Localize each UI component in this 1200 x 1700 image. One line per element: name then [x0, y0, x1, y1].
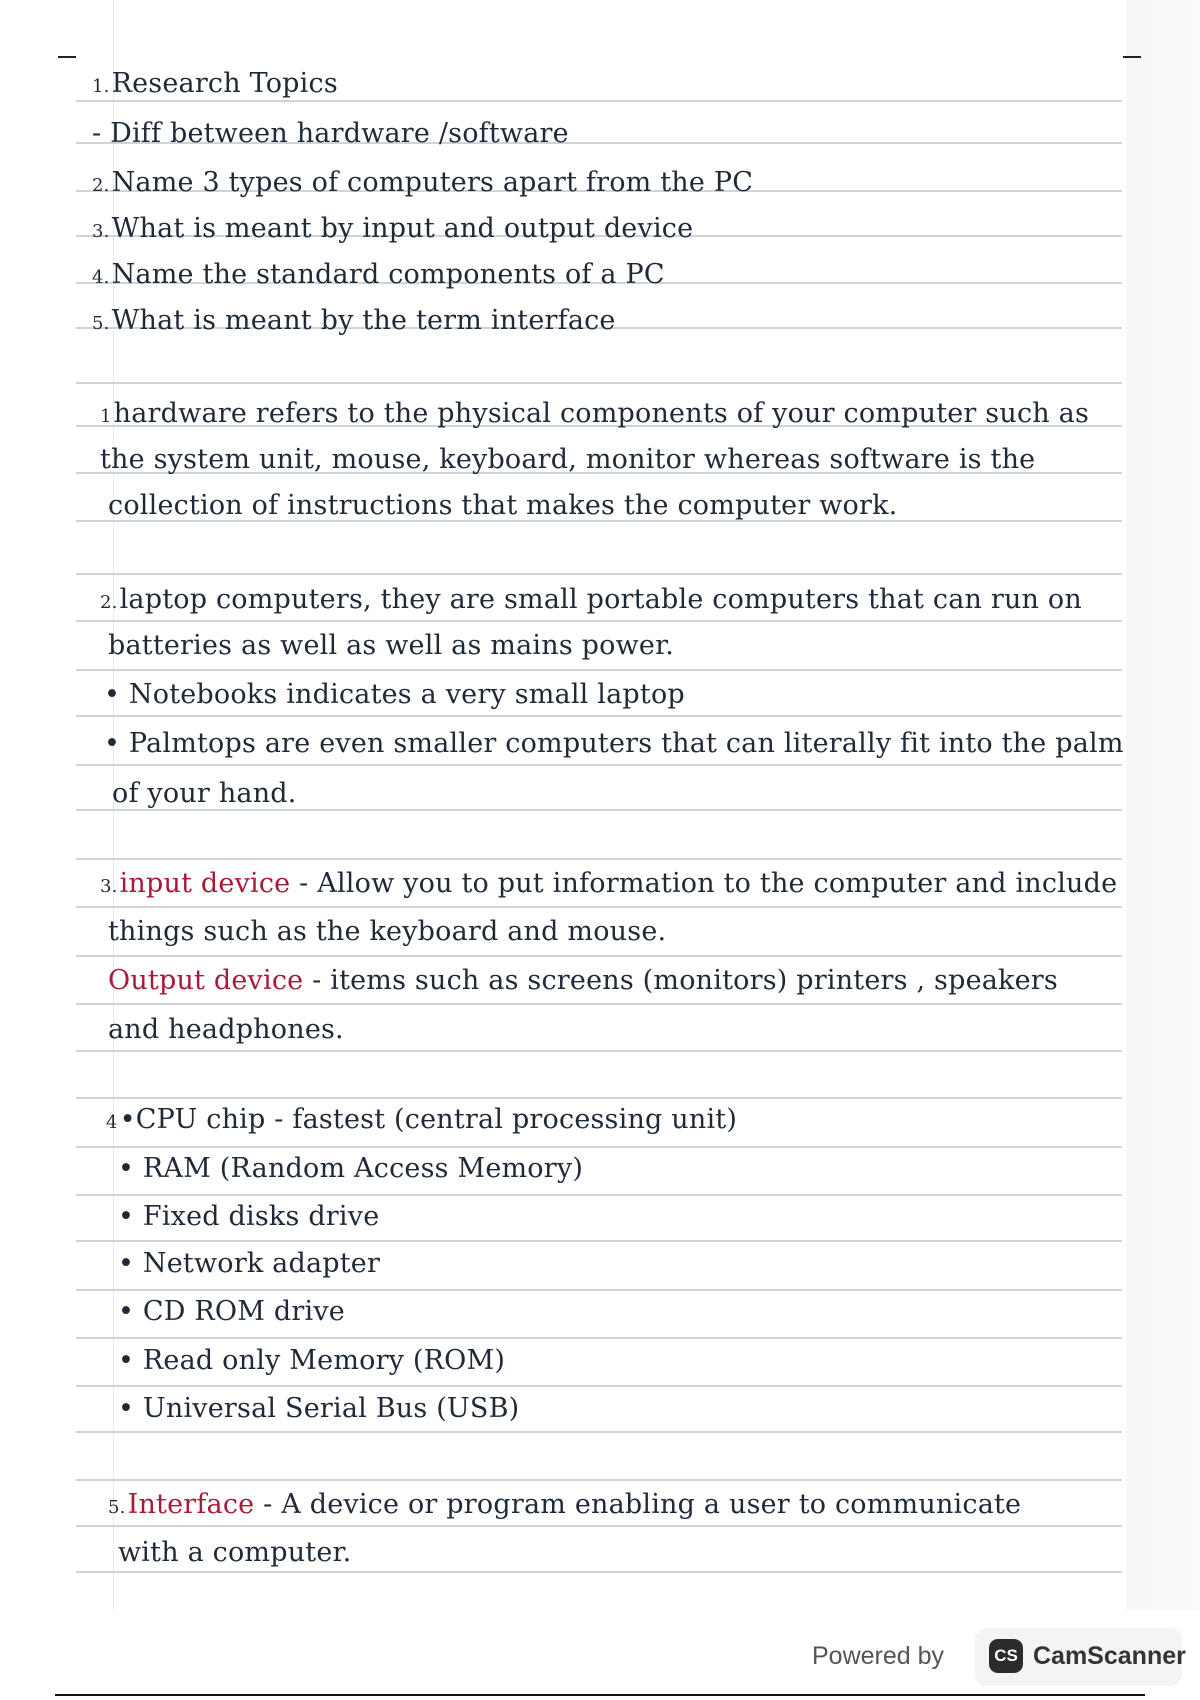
note-text: Name the standard components of a PC [111, 259, 665, 290]
note-text-rest: - A device or program enabling a user to communicate [254, 1489, 1022, 1520]
note-line [92, 209, 1092, 249]
note-number: 4. [92, 267, 110, 288]
note-text: Interface [127, 1489, 255, 1520]
note-text: hardware refers to the physical components of your computer such as [113, 398, 1089, 429]
note-number: 4 [106, 1112, 118, 1133]
note-line [100, 394, 1100, 434]
note-line [118, 1197, 1118, 1237]
note-line [108, 626, 1108, 666]
note-line [112, 774, 1112, 814]
note-line [92, 163, 1092, 203]
note-line [92, 301, 1092, 341]
note-text: • Notebooks indicates a very small laptop [104, 679, 685, 710]
note-line [100, 440, 1100, 480]
note-text: collection of instructions that makes the computer work. [108, 490, 898, 521]
note-text: of your hand. [112, 778, 297, 809]
note-text: batteries as well as well as mains power. [108, 630, 675, 661]
note-text: What is meant by the term interface [111, 305, 616, 336]
note-text: • Universal Serial Bus (USB) [118, 1393, 520, 1424]
note-text: • Palmtops are even smaller computers that can literally fit into the palm [104, 728, 1124, 759]
note-text: and headphones. [108, 1014, 344, 1045]
note-line [118, 1533, 1118, 1573]
note-line [108, 1010, 1108, 1050]
note-number: 5. [92, 313, 110, 334]
note-line [100, 580, 1100, 620]
note-number: 3. [92, 221, 110, 242]
note-line [108, 1485, 1108, 1525]
note-text-rest: - Allow you to put information to the computer and include [290, 868, 1118, 899]
note-text: •CPU chip - fastest (central processing unit) [119, 1104, 738, 1135]
note-number: 3. [100, 876, 118, 897]
note-text: What is meant by input and output device [111, 213, 694, 244]
camscanner-logo [975, 1628, 1186, 1686]
note-line [108, 961, 1108, 1001]
note-text: • Network adapter [118, 1248, 381, 1279]
note-text: the system unit, mouse, keyboard, monitor whereas software is the [100, 444, 1036, 475]
note-number: 2. [92, 175, 110, 196]
note-text: • RAM (Random Access Memory) [118, 1153, 584, 1184]
note-line [100, 864, 1118, 904]
note-text-rest: - items such as screens (monitors) printers , speakers [303, 965, 1058, 996]
note-text: - Diff between hardware /software [92, 118, 569, 149]
note-line [104, 675, 1104, 715]
camscanner-footer [810, 1628, 1186, 1686]
note-text: laptop computers, they are small portable computers that can run on [119, 584, 1082, 615]
note-text: • CD ROM drive [118, 1296, 345, 1327]
note-line [118, 1389, 1118, 1429]
note-number: 2. [100, 592, 118, 613]
note-line [92, 114, 1092, 154]
note-text: things such as the keyboard and mouse. [108, 916, 667, 947]
note-number: 5. [108, 1497, 126, 1518]
camscanner-icon: CS [989, 1639, 1023, 1673]
note-text: Name 3 types of computers apart from the PC [111, 167, 754, 198]
note-text: with a computer. [118, 1537, 352, 1568]
note-line [118, 1149, 1118, 1189]
note-text: input device [119, 868, 291, 899]
bottom-border [55, 1694, 1145, 1696]
note-line [108, 912, 1108, 952]
note-text: Output device [108, 965, 304, 996]
note-line [106, 1100, 1106, 1140]
note-line [104, 724, 1124, 764]
note-line [92, 64, 1092, 104]
note-text: Research Topics [111, 68, 338, 99]
note-line [118, 1292, 1118, 1332]
powered-by-text: Powered by [812, 1642, 945, 1670]
note-line [118, 1244, 1118, 1284]
note-text: • Read only Memory (ROM) [118, 1345, 506, 1376]
note-number: 1. [92, 76, 110, 97]
note-line [118, 1341, 1118, 1381]
note-text: • Fixed disks drive [118, 1201, 380, 1232]
note-line [92, 255, 1092, 295]
note-number: 1 [100, 406, 112, 427]
note-line [108, 486, 1108, 526]
camscanner-brand: CamScanner [1033, 1642, 1186, 1670]
